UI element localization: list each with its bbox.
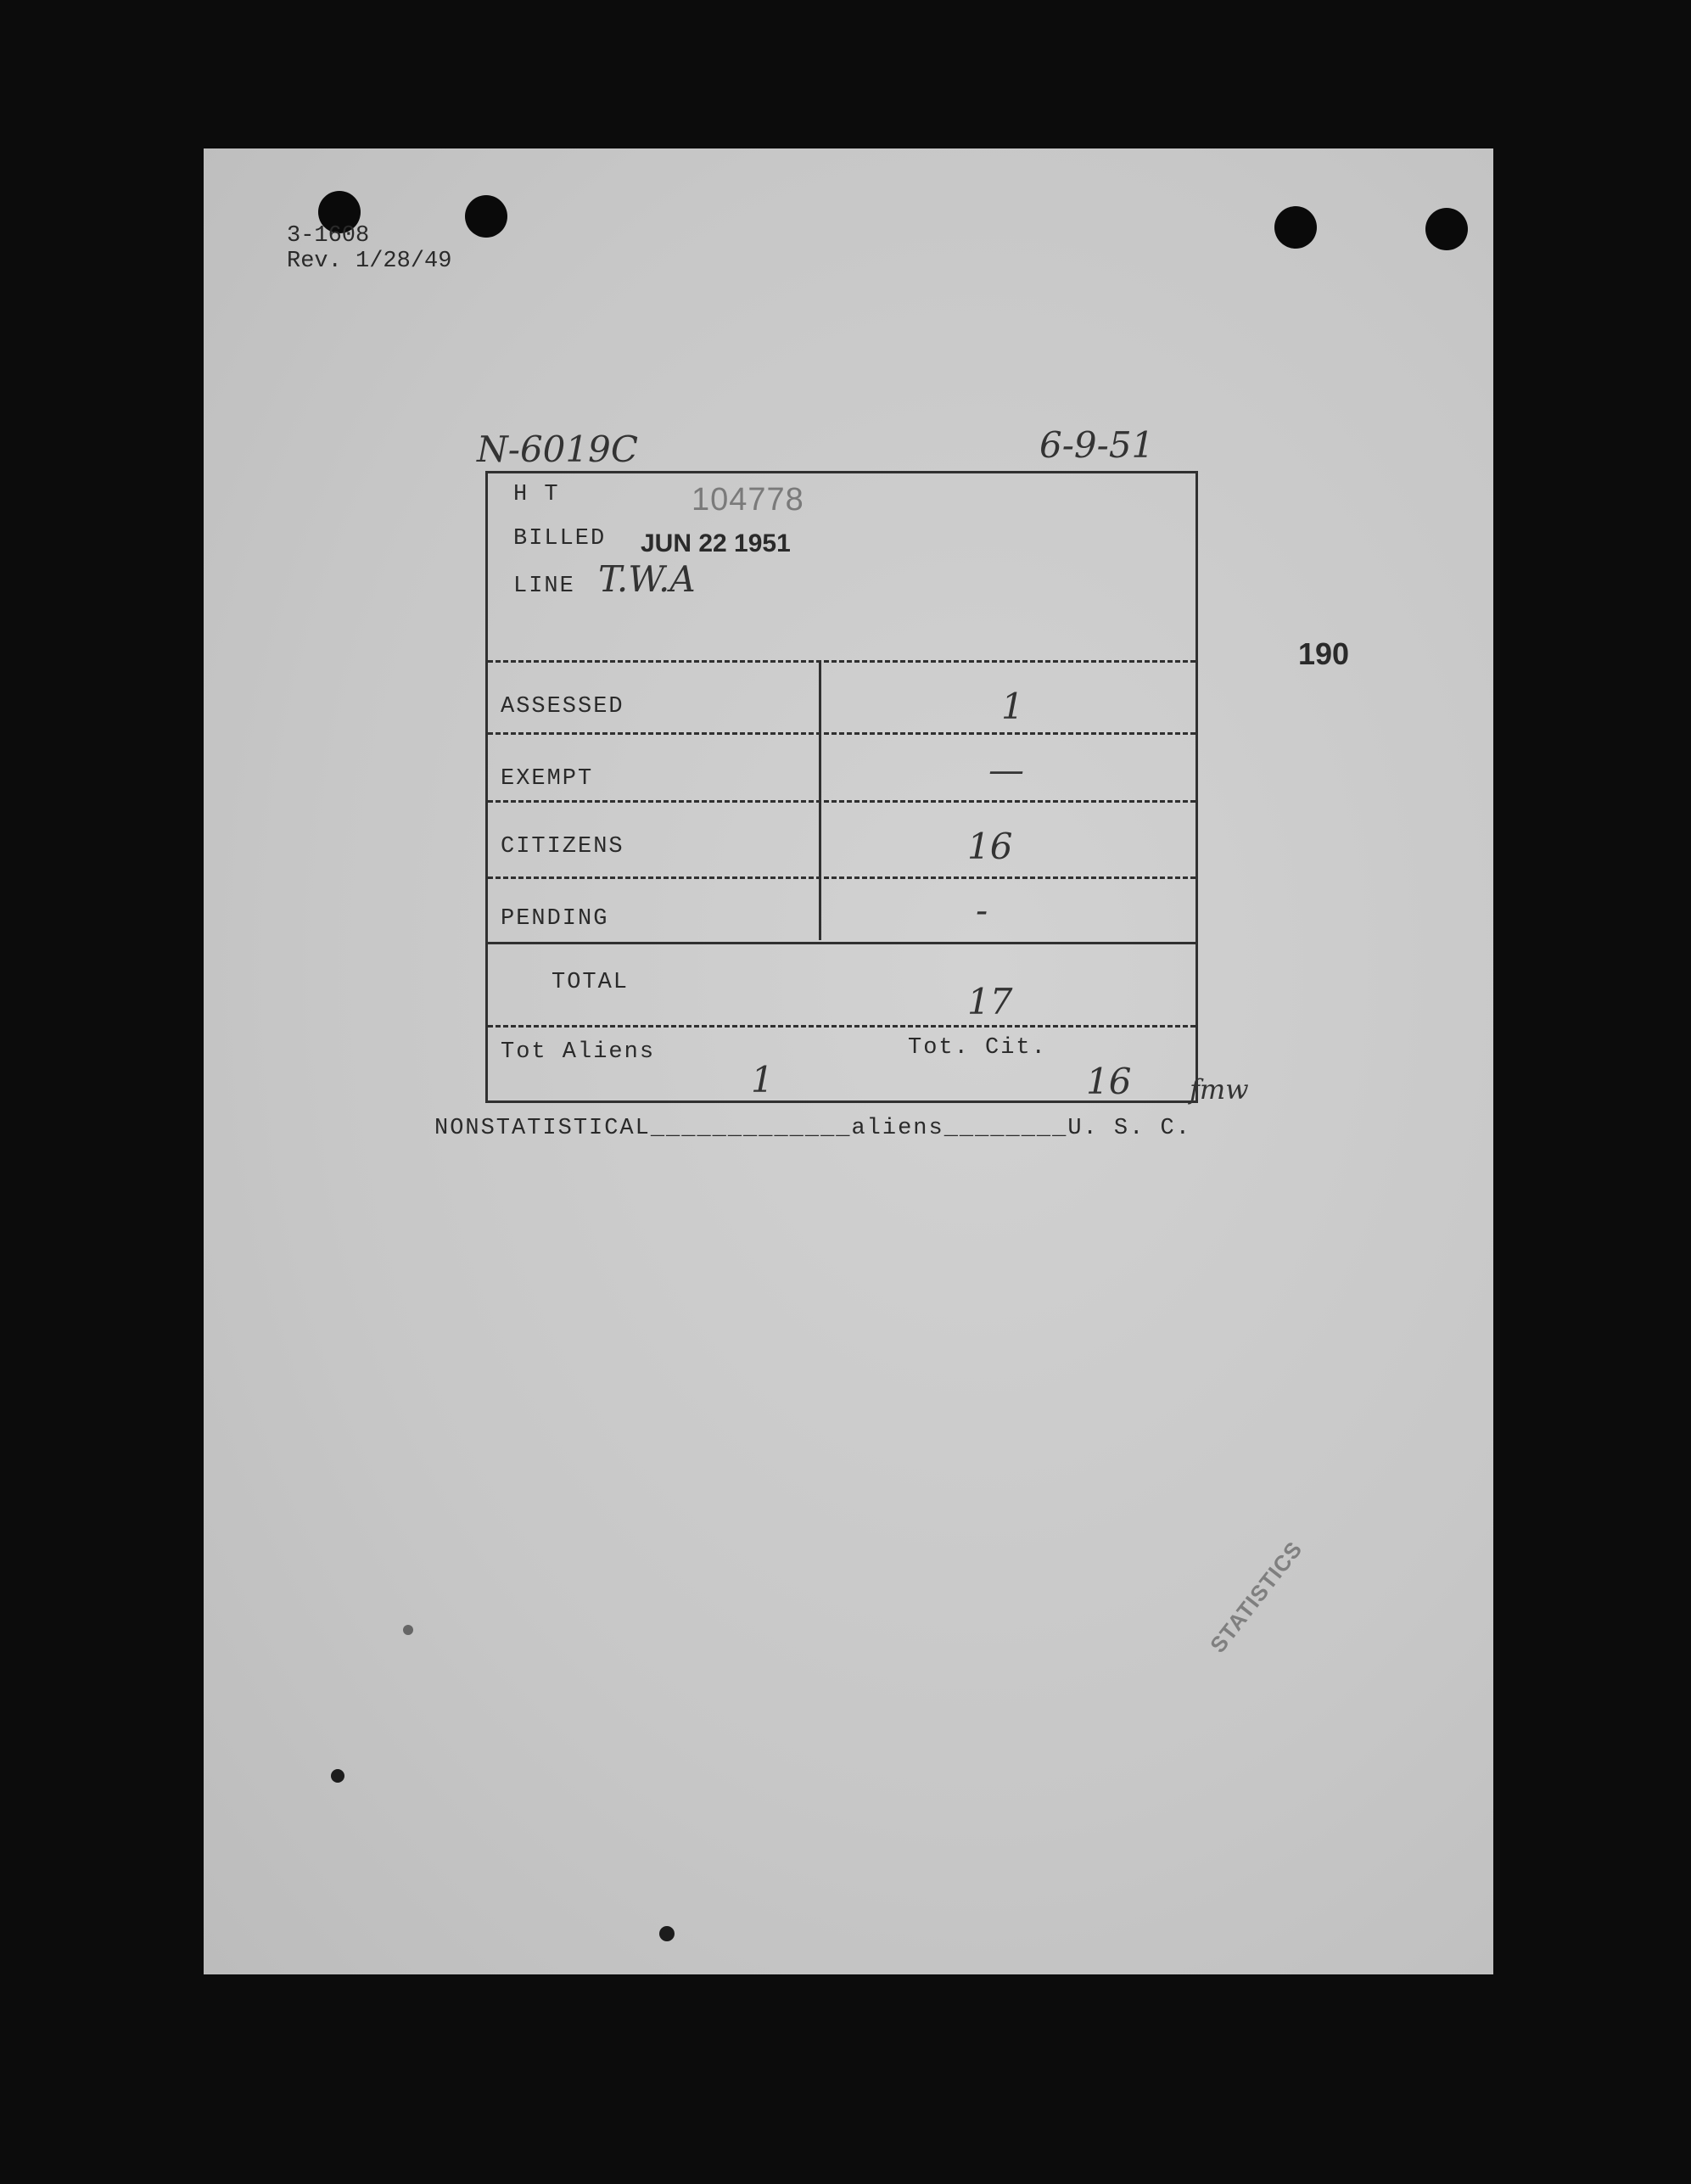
blank-line: _____________ [650, 1116, 852, 1141]
punch-hole [1274, 206, 1317, 249]
line-value: T.W.A [598, 558, 696, 600]
document-page [204, 148, 1493, 1974]
row-value-assessed: 1 [1001, 686, 1024, 727]
speck [659, 1926, 675, 1941]
total-value: 17 [967, 981, 1013, 1022]
row-label-assessed: ASSESSED [501, 694, 624, 720]
ht-label: H T [513, 482, 560, 507]
nonstatistical-line [434, 1116, 1191, 1141]
divider [488, 660, 1195, 663]
ht-number: 104778 [692, 482, 804, 518]
line-label: LINE [513, 574, 575, 599]
divider [488, 942, 1195, 944]
billed-date-stamp: JUN 22 1951 [641, 529, 791, 557]
usc-label: U. S. C. [1067, 1116, 1191, 1141]
tot-cit-value: 16 [1086, 1061, 1132, 1102]
row-label-pending: PENDING [501, 906, 609, 932]
form-code-block [287, 223, 451, 274]
tot-aliens-value: 1 [751, 1059, 774, 1100]
punch-hole [465, 195, 507, 238]
form-revision: Rev. 1/28/49 [287, 249, 452, 274]
total-label: TOTAL [552, 970, 630, 995]
manifest-summary-box [485, 471, 1198, 1103]
row-label-citizens: CITIZENS [501, 834, 624, 860]
divider [488, 800, 1195, 803]
form-code: 3-1608 [287, 223, 370, 249]
tot-cit-label: Tot. Cit. [908, 1035, 1047, 1061]
divider [488, 876, 1195, 879]
row-value-pending: - [976, 889, 988, 931]
speck [331, 1769, 344, 1783]
flight-number: N-6019C [477, 428, 638, 470]
blank-line: ________ [943, 1116, 1068, 1141]
row-value-exempt: — [988, 749, 1024, 791]
billed-label: BILLED [513, 526, 607, 552]
row-label-exempt: EXEMPT [501, 766, 594, 792]
nonstatistical-label: NONSTATISTICAL [434, 1116, 651, 1141]
handwritten-date: 6-9-51 [1039, 424, 1155, 466]
divider [488, 732, 1195, 735]
aliens-label: aliens [851, 1116, 944, 1141]
initials: fmw [1190, 1073, 1249, 1106]
divider [488, 1025, 1195, 1028]
row-value-citizens: 16 [967, 826, 1013, 867]
speck [403, 1625, 413, 1635]
tot-aliens-label: Tot Aliens [501, 1039, 656, 1065]
page-number: 190 [1298, 636, 1350, 671]
statistics-stamp: STATISTICS [1205, 1536, 1307, 1658]
punch-hole [1425, 208, 1468, 250]
